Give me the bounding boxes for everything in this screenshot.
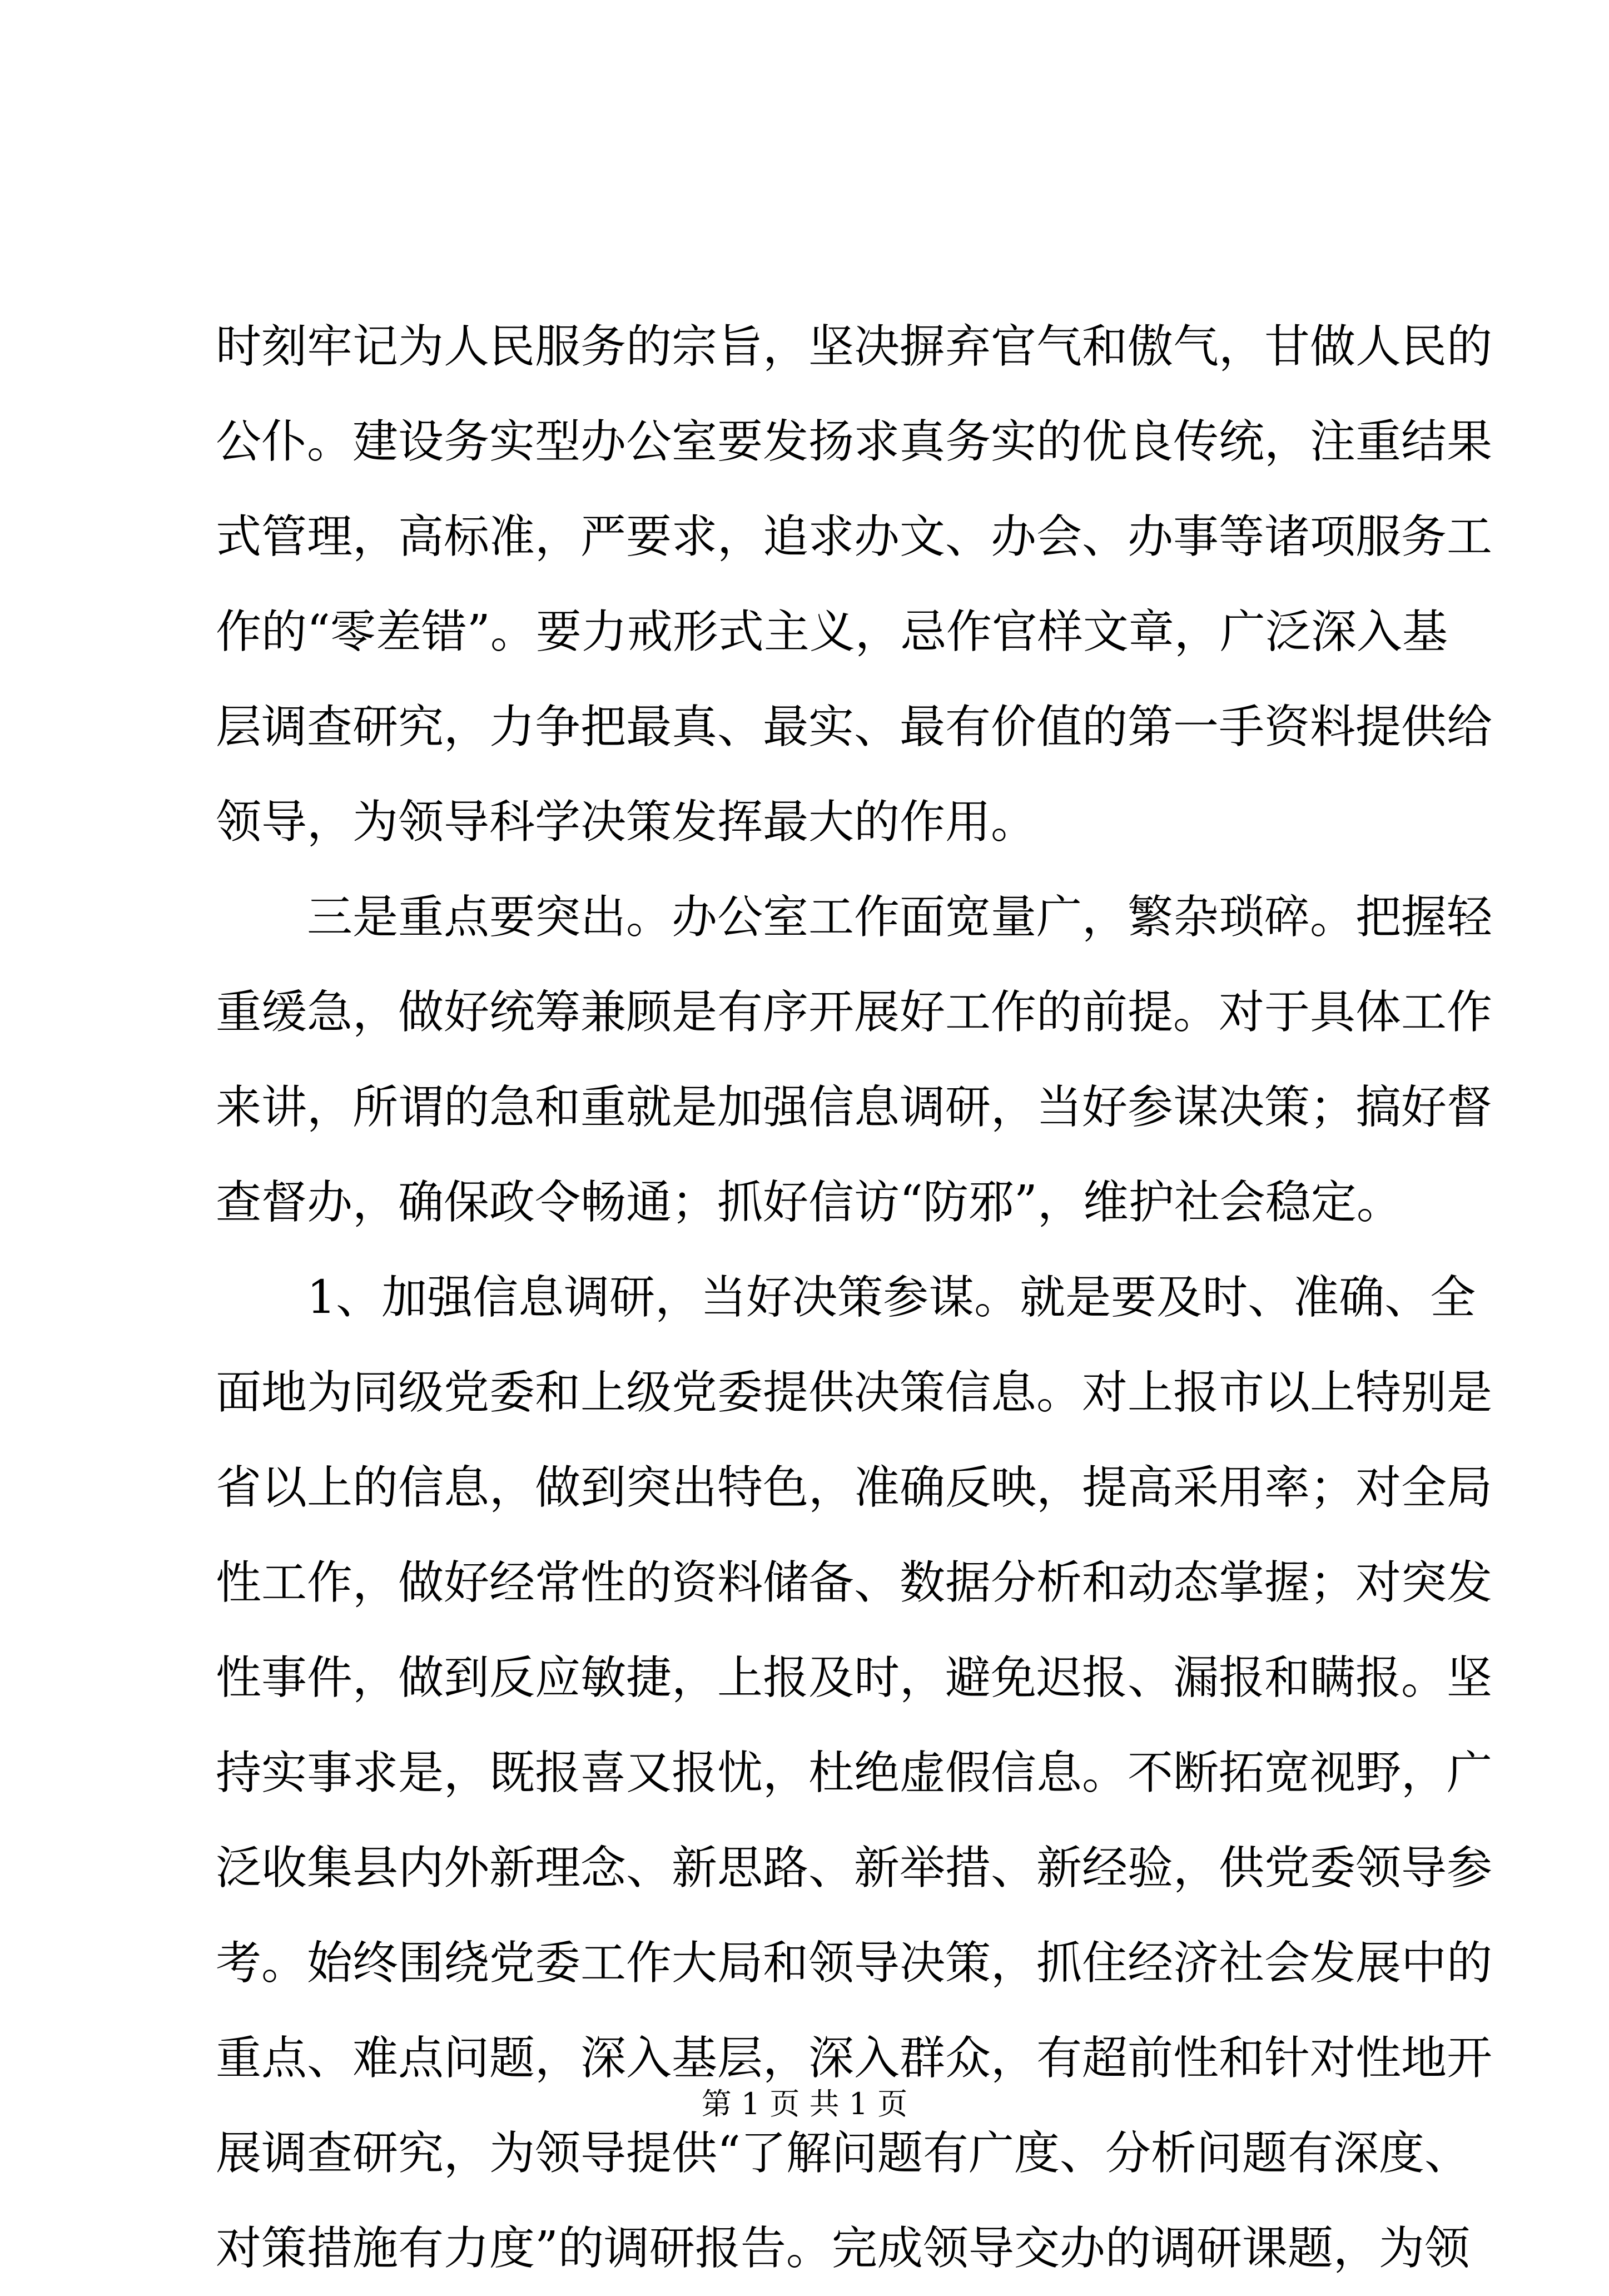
text-line: 重点、难点问题，深入基层，深入群众，有超前性和针对性地开 (216, 2032, 1493, 2085)
text-line: 层调查研究，力争把最真、最实、最有价值的第一手资料提供给 (216, 701, 1493, 753)
text-line: 查督办，确保政令畅通；抓好信访“防邪”，维护社会稳定。 (216, 1176, 1402, 1229)
text-line: 公仆。建设务实型办公室要发扬求真务实的优良传统，注重结果 (216, 415, 1493, 468)
text-line: 作的“零差错”。要力戒形式主义，忌作官样文章，广泛深入基 (216, 606, 1448, 658)
text-line: 来讲，所谓的急和重就是加强信息调研，当好参谋决策；搞好督 (216, 1081, 1493, 1134)
text-line: 考。始终围绕党委工作大局和领导决策，抓住经济社会发展中的 (216, 1937, 1493, 1990)
text-line: 对策措施有力度”的调研报告。完成领导交办的调研课题，为领 (216, 2222, 1470, 2275)
text-line: 持实事求是，既报喜又报忧，杜绝虚假信息。不断拓宽视野，广 (216, 1747, 1493, 1799)
text-line: 式管理，高标准，严要求，追求办文、办会、办事等诸项服务工 (216, 510, 1493, 563)
text-line: 时刻牢记为人民服务的宗旨，坚决摒弃官气和傲气，甘做人民的 (216, 320, 1493, 373)
document-body (216, 299, 1493, 2296)
paragraph-start-line: 三是重点要突出。办公室工作面宽量广，繁杂琐碎。把握轻 (216, 891, 1493, 944)
text-line: 面地为同级党委和上级党委提供决策信息。对上报市以上特别是 (216, 1366, 1493, 1419)
text-line: 省以上的信息，做到突出特色，准确反映，提高采用率；对全局 (216, 1461, 1493, 1514)
text-line: 领导，为领导科学决策发挥最大的作用。 (216, 796, 1037, 849)
text-line: 展调查研究，为领导提供“了解问题有广度、分析问题有深度、 (216, 2127, 1470, 2180)
page-footer: 第 1 页 共 1 页 (701, 2086, 908, 2121)
text-line: 泛收集县内外新理念、新思路、新举措、新经验，供党委领导参 (216, 1842, 1493, 1895)
text-line: 性工作，做好经常性的资料储备、数据分析和动态掌握；对突发 (216, 1556, 1493, 1609)
text-line: 性事件，做到反应敏捷，上报及时，避免迟报、漏报和瞒报。坚 (216, 1652, 1493, 1704)
text-line: 重缓急，做好统筹兼顾是有序开展好工作的前提。对于具体工作 (216, 986, 1493, 1039)
paragraph-start-line: 1、加强信息调研，当好决策参谋。就是要及时、准确、全 (216, 1271, 1476, 1324)
